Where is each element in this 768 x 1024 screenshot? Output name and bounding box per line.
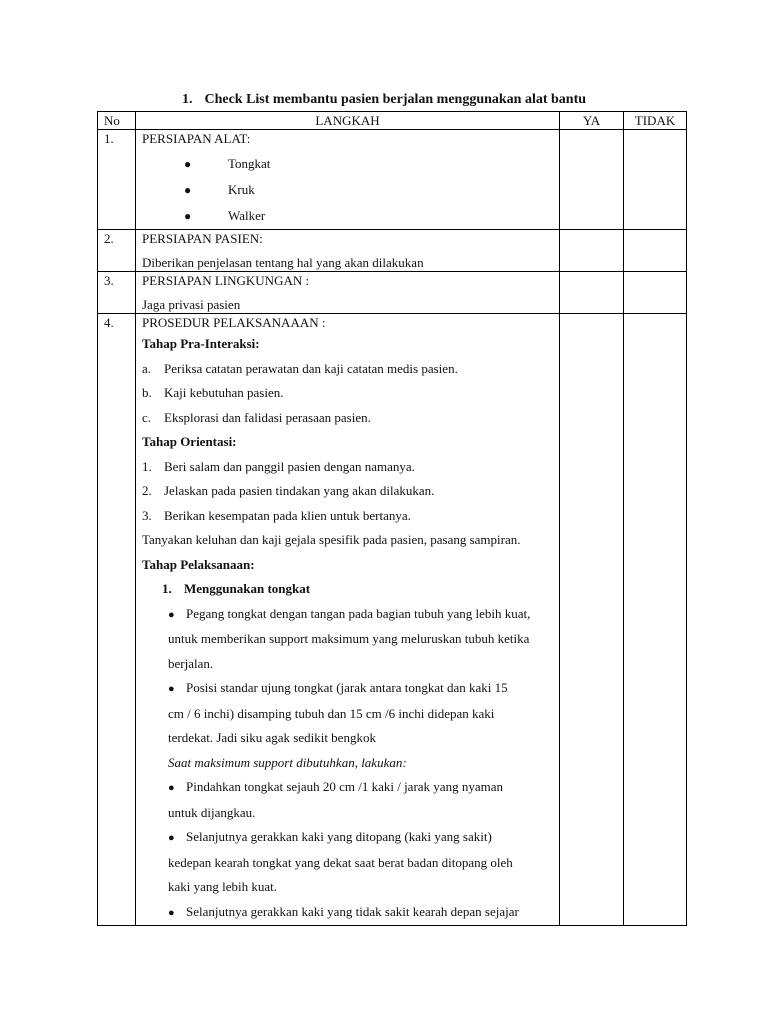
checklist-table [97, 111, 687, 926]
list-item: a. Periksa catatan perawatan dan kaji catatan medis pasien. [142, 360, 458, 376]
tidak-checkbox-cell[interactable] [624, 230, 687, 272]
bullet-icon: ● [184, 183, 192, 197]
section-heading: PERSIAPAN ALAT: [142, 131, 251, 146]
table-row [98, 314, 687, 926]
row-number: 2. [98, 230, 136, 272]
list-item: b. Kaji kebutuhan pasien. [142, 385, 284, 400]
paragraph-line: kedepan kearah tongkat yang dekat saat berat badan ditopang oleh [168, 854, 513, 870]
paragraph-line: ● Pegang tongkat dengan tangan pada bagian tubuh yang lebih kuat, [142, 602, 553, 628]
ya-checkbox-cell[interactable] [560, 130, 624, 230]
section-detail: Jaga privasi pasien [142, 297, 241, 312]
paragraph-line: ● Selanjutnya gerakkan kaki yang tidak sakit kearah depan sejajar [142, 900, 553, 926]
title-text: Check List membantu pasien berjalan menggunakan alat bantu [204, 92, 587, 107]
bullet-icon: ● [168, 608, 175, 621]
section-detail: Diberikan penjelasan tentang hal yang akan dilakukan [142, 255, 424, 270]
stage-note: Tanyakan keluhan dan kaji gejala spesifik pada pasien, pasang sampiran. [142, 532, 521, 547]
header-ya: YA [560, 112, 624, 130]
header-langkah: LANGKAH [136, 112, 560, 130]
ya-checkbox-cell[interactable] [560, 314, 624, 926]
list-item: 3. Berikan kesempatan pada klien untuk bertanya. [142, 507, 411, 523]
paragraph-line: ● Pindahkan tongkat sejauh 20 cm /1 kaki / jarak yang nyaman [142, 775, 553, 801]
paragraph-line: untuk dijangkau. [168, 804, 256, 820]
paragraph-line: ● Selanjutnya gerakkan kaki yang ditopang (kaki yang sakit) [142, 825, 553, 851]
step-cell [136, 314, 560, 926]
paragraph-line: kaki yang lebih kuat. [168, 879, 278, 894]
header-tidak: TIDAK [624, 112, 687, 130]
list-item: ● Kruk [142, 177, 553, 203]
bullet-icon: ● [168, 683, 175, 695]
list-item: ● Walker [142, 203, 553, 229]
list-item: ● Tongkat [142, 151, 553, 177]
tidak-checkbox-cell[interactable] [624, 130, 687, 230]
step-cell [136, 130, 560, 230]
bullet-icon: ● [184, 157, 192, 171]
tidak-checkbox-cell[interactable] [624, 272, 687, 314]
title-number: 1. [181, 92, 193, 107]
table-row [98, 272, 687, 314]
tidak-checkbox-cell[interactable] [624, 314, 687, 926]
row-number: 3. [98, 272, 136, 314]
section-heading: PERSIAPAN LINGKUNGAN : [142, 273, 310, 288]
paragraph-line: terdekat. Jadi siku agak sedikit bengkok [168, 730, 376, 745]
header-no: No [98, 112, 136, 130]
list-item: 1. Beri salam dan panggil pasien dengan namanya. [142, 458, 415, 474]
list-item: c. Eksplorasi dan falidasi perasaan pasien. [142, 409, 371, 425]
list-item: 2. Jelaskan pada pasien tindakan yang akan dilakukan. [142, 483, 435, 498]
stage-title: Tahap Pelaksanaan: [142, 556, 255, 572]
section-heading: PROSEDUR PELAKSANAAAN : [142, 315, 326, 330]
ya-checkbox-cell[interactable] [560, 230, 624, 272]
section-heading: PERSIAPAN PASIEN: [142, 231, 263, 246]
step-cell [136, 272, 560, 314]
table-header-row [98, 112, 687, 130]
row-number: 4. [98, 314, 136, 926]
paragraph-line: ● Posisi standar ujung tongkat (jarak antara tongkat dan kaki 15 [142, 676, 553, 702]
bullet-icon: ● [168, 832, 175, 844]
row-number: 1. [98, 130, 136, 230]
document-title [0, 91, 768, 109]
italic-note: Saat maksimum support dibutuhkan, lakukan: [168, 754, 407, 770]
stage-title: Tahap Orientasi: [142, 434, 237, 449]
step-cell [136, 230, 560, 272]
table-row [98, 230, 687, 272]
bullet-icon: ● [168, 782, 175, 794]
table-row [98, 130, 687, 230]
paragraph-line: untuk memberikan support maksimum yang meluruskan tubuh ketika [168, 631, 530, 646]
stage-title: Tahap Pra-Interaksi: [142, 336, 260, 351]
ya-checkbox-cell[interactable] [560, 272, 624, 314]
paragraph-line: cm / 6 inchi) disamping tubuh dan 15 cm /6 inchi didepan kaki [168, 705, 495, 721]
sub-heading: 1. Menggunakan tongkat [162, 581, 311, 596]
bullet-icon: ● [184, 209, 192, 223]
paragraph-line: berjalan. [168, 655, 214, 671]
bullet-icon: ● [168, 906, 175, 919]
